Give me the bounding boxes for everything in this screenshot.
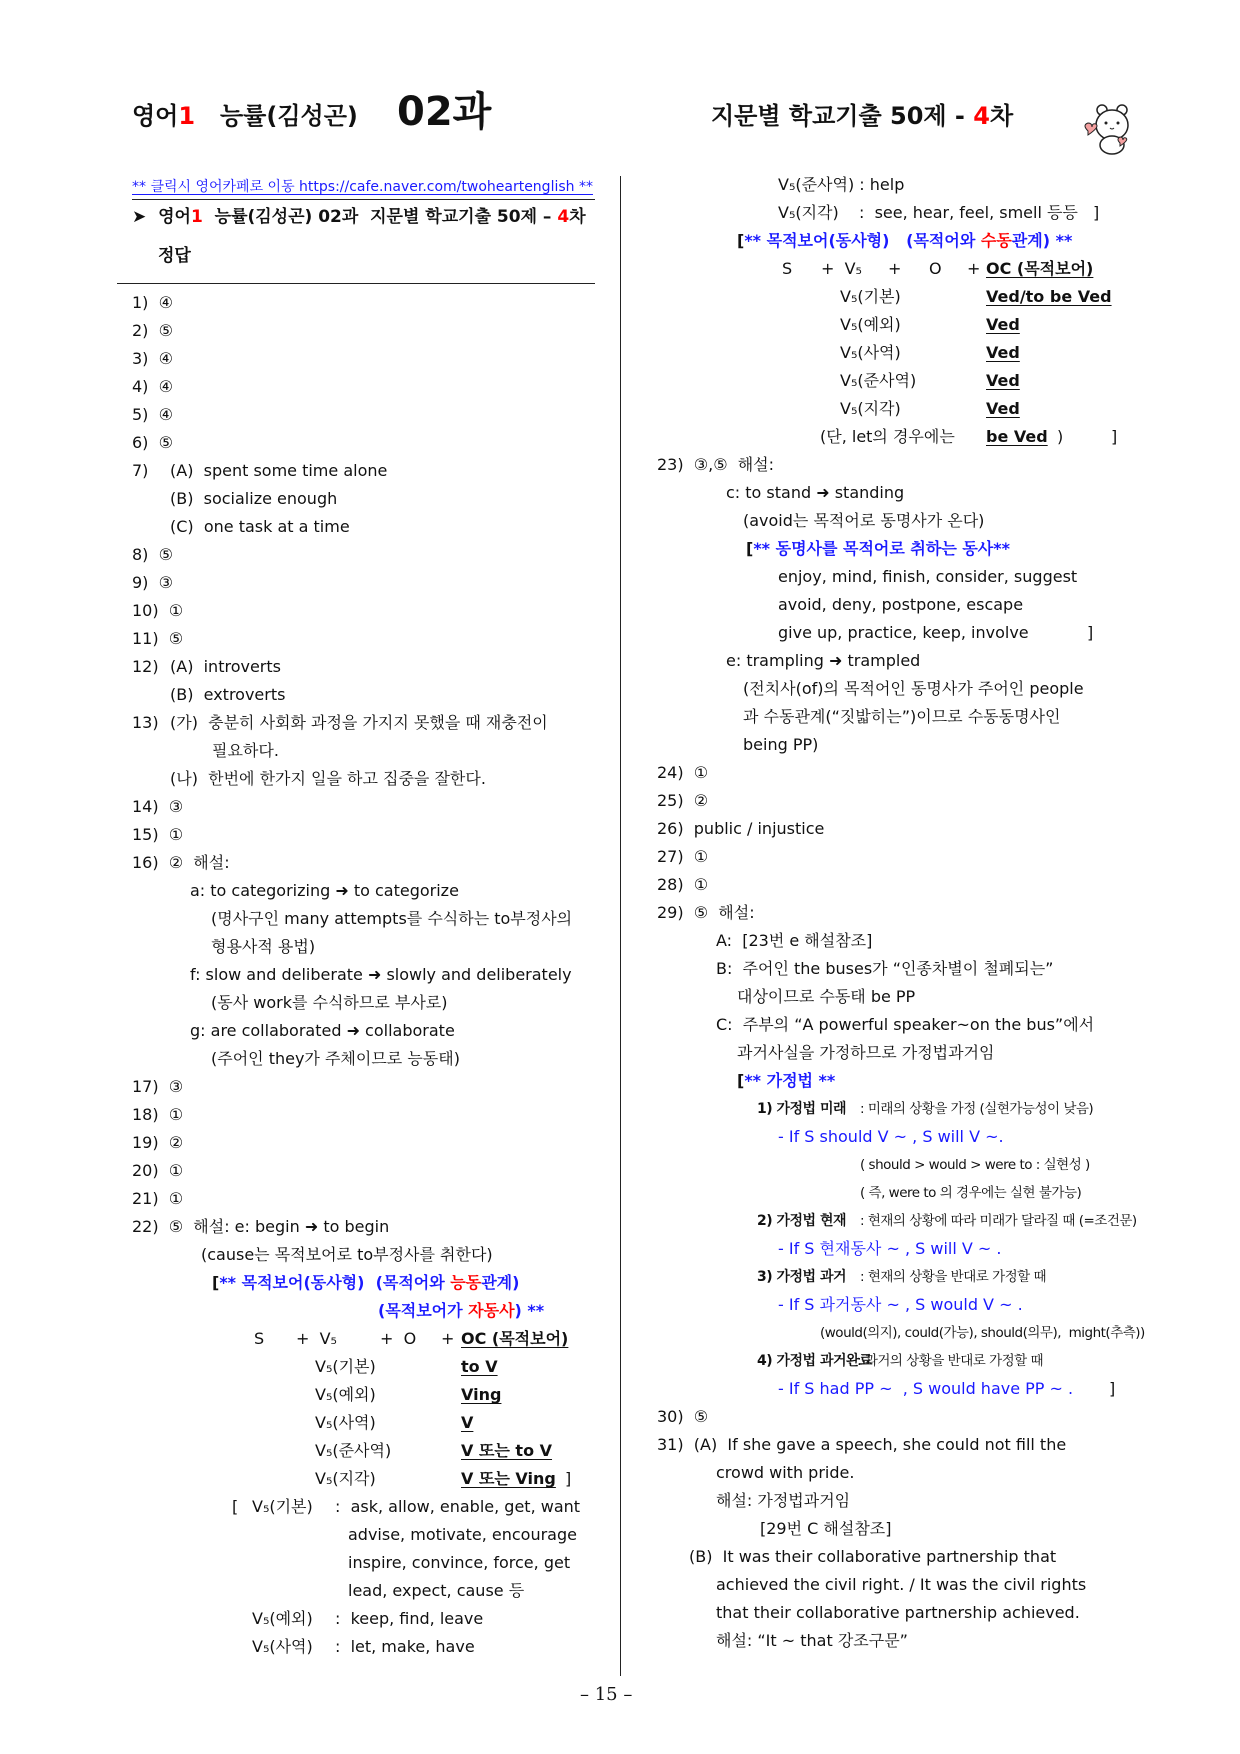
- subjunctive-note: (would(의지), could(가능), should(의무), might(추측)): [820, 1325, 1145, 1341]
- answer-text: 25) ②: [657, 791, 709, 810]
- explanation-line: [657, 1039, 1157, 1067]
- answer-text: 31) (A) If she gave a speech, she could not fill the: [657, 1435, 1067, 1454]
- subtitle-suffix: 차: [569, 207, 586, 227]
- complement-form: Ved/to be Ved: [986, 287, 1112, 306]
- section-divider: [117, 283, 595, 284]
- note-title: ** 목적보어(동사형) (목적어와: [744, 231, 981, 250]
- explanation-line: [657, 1487, 1157, 1515]
- grammar-note-heading: [657, 1067, 1157, 1095]
- formula-o: O: [929, 259, 942, 278]
- answer-text: 2) ⑤: [132, 321, 173, 340]
- verb-type: V₅(예외): [840, 315, 901, 334]
- answer-text: achieved the civil right. / It was the civil rights: [716, 1575, 1087, 1594]
- subjunctive-desc: : 현재의 상황을 반대로 가정할 때: [860, 1269, 1047, 1285]
- answer-text: 24) ①: [657, 763, 709, 782]
- answer-text: 6) ⑤: [132, 433, 173, 452]
- bracket-close: ]: [1109, 1379, 1116, 1398]
- answer-text: (B) extroverts: [170, 685, 286, 704]
- answer-24: [657, 759, 1157, 787]
- verb-list-row: [657, 199, 1157, 227]
- explanation-text: c: to stand ➜ standing: [726, 483, 905, 502]
- explanation-line: [657, 479, 1157, 507]
- answer-text: 15) ①: [132, 825, 184, 844]
- answer-16: [132, 849, 602, 877]
- grammar-note-heading: [132, 1297, 602, 1325]
- formula-row: [657, 423, 1157, 451]
- answer-8: [132, 541, 602, 569]
- verb-list: advise, motivate, encourage: [348, 1525, 577, 1544]
- answer-text: 9) ③: [132, 573, 173, 592]
- answer-6: [132, 429, 602, 457]
- formula-row: [657, 311, 1157, 339]
- explanation-text: e: trampling ➜ trampled: [726, 651, 921, 670]
- verb-type: V₅(지각): [315, 1469, 376, 1488]
- answer-11: [132, 625, 602, 653]
- header-lesson: 02과: [397, 89, 492, 135]
- formula-row: [657, 339, 1157, 367]
- explanation-text: B: 주어인 the buses가 “인종차별이 철폐되는”: [716, 959, 1054, 978]
- explanation-text: C: 주부의 “A powerful speaker~on the bus”에서: [716, 1015, 1095, 1034]
- answer-3: [132, 345, 602, 373]
- explanation-text: (cause는 목적보어로 to부정사를 취한다): [201, 1245, 493, 1264]
- subjunctive-row: [657, 1123, 1157, 1151]
- subjunctive-type: 4) 가정법 과거완료: [757, 1353, 873, 1369]
- bracket-open: [: [737, 1071, 745, 1090]
- answer-text: 4) ④: [132, 377, 173, 396]
- column-divider: [620, 176, 621, 1676]
- answer-text: 1) ④: [132, 293, 173, 312]
- explanation-line: [132, 961, 602, 989]
- note-title: (목적보어가: [378, 1301, 469, 1320]
- verb-type: V₅(사역): [252, 1637, 313, 1656]
- bracket-close: ]: [565, 1469, 572, 1488]
- answer-text: 10) ①: [132, 601, 184, 620]
- verb-type: V₅(예외): [315, 1385, 376, 1404]
- grammar-note-heading: [132, 1269, 602, 1297]
- subtitle-middle: 능률(김성곤) 02과 지문별 학교기출 50제 –: [214, 207, 558, 227]
- bracket-open: [: [232, 1497, 239, 1516]
- note-highlight: 수동: [980, 231, 1012, 250]
- subtitle-number: 1: [190, 207, 203, 227]
- note-highlight: 자동사: [468, 1301, 515, 1320]
- answer-9: [132, 569, 602, 597]
- answer-5: [132, 401, 602, 429]
- explanation-line: [132, 905, 602, 933]
- verb-list-row: [132, 1633, 602, 1661]
- answer-20: [132, 1157, 602, 1185]
- subjunctive-formula: - If S had PP ~ , S would have PP ~ .: [778, 1379, 1074, 1398]
- answer-text: (나) 한번에 한가지 일을 하고 집중을 잘한다.: [170, 769, 486, 788]
- note-stars: **: [521, 1301, 545, 1320]
- answer-text: 필요하다.: [212, 741, 279, 760]
- answer-text: 5) ④: [132, 405, 173, 424]
- explanation-line: [657, 507, 1157, 535]
- answer-13: [132, 709, 602, 737]
- formula-v5: + V₅: [821, 259, 862, 278]
- bracket-close: ]: [1087, 623, 1094, 642]
- answer-text: 11) ⑤: [132, 629, 184, 648]
- verb-type: V₅(지각): [778, 203, 839, 222]
- verb-type: V₅(준사역): [840, 371, 917, 390]
- subjunctive-type: 2) 가정법 현재: [757, 1213, 847, 1229]
- header-title: [711, 96, 1013, 131]
- formula-row: [132, 1353, 602, 1381]
- note-title: ** 동명사를 목적어로 취하는 동사**: [753, 539, 1010, 558]
- subjunctive-row: [657, 1207, 1157, 1235]
- explanation-line: [132, 1045, 602, 1073]
- answer-line: [132, 765, 602, 793]
- verb-list: : keep, find, leave: [335, 1609, 484, 1628]
- explanation-text: A: [23번 e 해설참조]: [716, 931, 873, 950]
- answer-line: [132, 681, 602, 709]
- exception-note: (단, let의 경우에는: [820, 427, 955, 446]
- formula-row: [657, 367, 1157, 395]
- explanation-text: (전치사(of)의 목적어인 동명사가 주어인 people: [743, 679, 1084, 698]
- answer-text: (B) socialize enough: [170, 489, 338, 508]
- explanation-line: [132, 989, 602, 1017]
- note-highlight: 능동: [450, 1273, 482, 1292]
- explanation-text: g: are collaborated ➜ collaborate: [190, 1021, 455, 1040]
- answer-line: [132, 485, 602, 513]
- subjunctive-row: [657, 1347, 1157, 1375]
- answer-text: 30) ⑤: [657, 1407, 709, 1426]
- explanation-text: 과거사실을 가정하므로 가정법과거임: [737, 1043, 995, 1062]
- answer-text: 19) ②: [132, 1133, 184, 1152]
- grammar-note-heading: [657, 227, 1157, 255]
- verb-list: avoid, deny, postpone, escape: [778, 595, 1024, 614]
- answer-31: [657, 1431, 1157, 1459]
- verb-list-row: [657, 591, 1157, 619]
- formula-oc: OC (목적보어): [461, 1329, 569, 1348]
- verb-list: inspire, convince, force, get: [348, 1553, 571, 1572]
- answer-22: [132, 1213, 602, 1241]
- grammar-note-heading: [657, 535, 1157, 563]
- explanation-line: [657, 731, 1157, 759]
- bracket-open: [: [746, 539, 754, 558]
- bracket-open: [: [737, 231, 745, 250]
- subjunctive-type: 3) 가정법 과거: [757, 1269, 847, 1285]
- answer-1: [132, 289, 602, 317]
- answer-text: 16) ② 해설:: [132, 853, 230, 872]
- title-suffix: 차: [989, 102, 1014, 130]
- verb-list: : ask, allow, enable, get, want: [335, 1497, 581, 1516]
- note-title-end: 관계) **: [1011, 231, 1073, 250]
- explanation-line: [657, 983, 1157, 1011]
- subjunctive-formula: - If S should V ~ , S will V ~.: [778, 1127, 1004, 1146]
- note-title-end: ): [514, 1301, 522, 1320]
- explanation-text: 형용사적 용법): [211, 937, 316, 956]
- formula-row: [132, 1465, 602, 1493]
- verb-list-row: [657, 563, 1157, 591]
- verb-list: : see, hear, feel, smell 등등: [859, 203, 1078, 222]
- answer-29: [657, 899, 1157, 927]
- subjunctive-row: [657, 1235, 1157, 1263]
- explanation-line: [657, 955, 1157, 983]
- formula-row: [132, 1381, 602, 1409]
- subjunctive-formula: - If S 현재동사 ~ , S will V ~ .: [778, 1239, 1002, 1258]
- subjunctive-row: [657, 1375, 1157, 1403]
- verb-type: V₅(기본): [315, 1357, 376, 1376]
- formula-row: [132, 1325, 602, 1353]
- verb-type: V₅(지각): [840, 399, 901, 418]
- explanation-line: [657, 927, 1157, 955]
- verb-list-row: [657, 619, 1157, 647]
- explanation-line: [132, 877, 602, 905]
- answer-text: 18) ①: [132, 1105, 184, 1124]
- complement-form: V: [461, 1413, 474, 1432]
- complement-form: Ved: [986, 315, 1020, 334]
- subtitle-prefix: 영어: [158, 207, 191, 227]
- complement-form: to V: [461, 1357, 498, 1376]
- answer-10: [132, 597, 602, 625]
- answer-text: (A) introverts: [170, 657, 281, 676]
- note-title: ** 목적보어(동사형) (목적어와: [219, 1273, 451, 1292]
- answer-25: [657, 787, 1157, 815]
- answer-17: [132, 1073, 602, 1101]
- subjunctive-row: [657, 1151, 1157, 1179]
- answer-text: 8) ⑤: [132, 545, 173, 564]
- complement-form: be Ved: [986, 427, 1048, 446]
- answer-30: [657, 1403, 1157, 1431]
- subjunctive-desc: : 과거의 상황을 반대로 가정할 때: [857, 1353, 1044, 1369]
- subjunctive-desc: : 미래의 상황을 가정 (실현가능성이 낮음): [860, 1101, 1094, 1117]
- verb-type: V₅(기본): [252, 1497, 313, 1516]
- formula-plus: +: [888, 259, 902, 278]
- subjunctive-row: [657, 1179, 1157, 1207]
- explanation-text: 해설: 가정법과거임: [716, 1491, 851, 1510]
- answer-23: [657, 451, 1157, 479]
- verb-list: : let, make, have: [335, 1637, 475, 1656]
- explanation-text: (주어인 they가 주체이므로 능동태): [211, 1049, 460, 1068]
- verb-list-row: [657, 171, 1157, 199]
- complement-form: V 또는 to V: [461, 1441, 553, 1460]
- answer-line: [657, 1599, 1157, 1627]
- subjunctive-desc: : 현재의 상황에 따라 미래가 달라질 때 (=조건문): [860, 1213, 1137, 1229]
- answer-line: [657, 1571, 1157, 1599]
- verb-list: lead, expect, cause 등: [348, 1581, 525, 1600]
- verb-type: V₅(사역): [315, 1413, 376, 1432]
- explanation-line: [657, 675, 1157, 703]
- title-number: 4: [973, 102, 990, 130]
- subject-number: 1: [178, 102, 196, 130]
- explanation-text: f: slow and deliberate ➜ slowly and deliberately: [190, 965, 572, 984]
- answer-line: [132, 513, 602, 541]
- formula-row: [657, 255, 1157, 283]
- right-column: [657, 171, 1157, 1655]
- answer-text: 22) ⑤ 해설: e: begin ➜ to begin: [132, 1217, 390, 1236]
- answer-26: [657, 815, 1157, 843]
- explanation-line: [132, 1017, 602, 1045]
- explanation-text: being PP): [743, 735, 819, 754]
- verb-type: V₅(준사역): [315, 1441, 392, 1460]
- formula-row: [657, 283, 1157, 311]
- formula-o: + O: [380, 1329, 417, 1348]
- link-divider: [132, 199, 595, 200]
- bear-with-heart-icon: [1070, 82, 1136, 161]
- answer-18: [132, 1101, 602, 1129]
- verb-list: enjoy, mind, finish, consider, suggest: [778, 567, 1078, 586]
- subjunctive-row: [657, 1263, 1157, 1291]
- subtitle: [132, 202, 586, 227]
- answer-line: [132, 737, 602, 765]
- answer-text: 20) ①: [132, 1161, 184, 1180]
- answer-4: [132, 373, 602, 401]
- subjunctive-note: ( should > would > were to : 실현성 ): [860, 1157, 1090, 1173]
- formula-s: S: [254, 1329, 265, 1348]
- answer-14: [132, 793, 602, 821]
- explanation-line: [657, 1627, 1157, 1655]
- answer-text: 26) public / injustice: [657, 819, 825, 838]
- verb-list-row: [132, 1493, 602, 1521]
- complement-form: Ved: [986, 399, 1020, 418]
- subjunctive-row: [657, 1319, 1157, 1347]
- explanation-line: [657, 647, 1157, 675]
- explanation-text: a: to categorizing ➜ to categorize: [190, 881, 459, 900]
- verb-list-row: [132, 1605, 602, 1633]
- formula-plus: +: [441, 1329, 455, 1348]
- answer-19: [132, 1129, 602, 1157]
- subjunctive-row: [657, 1095, 1157, 1123]
- answer-text: (A) spent some time alone: [170, 461, 388, 480]
- bracket-close: ]: [1093, 203, 1100, 222]
- answer-text: 17) ③: [132, 1077, 184, 1096]
- complement-form: Ved: [986, 343, 1020, 362]
- header-subject: [132, 96, 195, 131]
- answer-text: (가) 충분히 사회화 과정을 가지지 못했을 때 재충전이: [170, 713, 548, 732]
- answer-line: [657, 1459, 1157, 1487]
- left-column: [132, 289, 602, 1661]
- explanation-line: [132, 1241, 602, 1269]
- answer-text: 29) ⑤ 해설:: [657, 903, 755, 922]
- answer-text: that their collaborative partnership achieved.: [716, 1603, 1080, 1622]
- explanation-text: 대상이므로 수동태 be PP: [737, 987, 916, 1006]
- explanation-text: 과 수동관계(“짓밟히는”)이므로 수동동명사인: [743, 707, 1061, 726]
- answer-text: 14) ③: [132, 797, 184, 816]
- formula-row: [657, 395, 1157, 423]
- subtitle-number2: 4: [557, 207, 570, 227]
- arrow-icon: ➤: [132, 207, 147, 227]
- formula-s: S: [782, 259, 793, 278]
- subject-prefix: 영어: [132, 102, 179, 130]
- answer-text: 21) ①: [132, 1189, 184, 1208]
- answer-15: [132, 821, 602, 849]
- explanation-text: 해설: “It ~ that 강조구문”: [716, 1631, 908, 1650]
- formula-oc: OC (목적보어): [986, 259, 1094, 278]
- subjunctive-type: 1) 가정법 미래: [757, 1101, 847, 1117]
- answer-27: [657, 843, 1157, 871]
- subjunctive-formula: - If S 과거동사 ~ , S would V ~ .: [778, 1295, 1023, 1314]
- verb-type: V₅(기본): [840, 287, 901, 306]
- answer-21: [132, 1185, 602, 1213]
- explanation-line: [132, 933, 602, 961]
- formula-plus: +: [967, 259, 981, 278]
- complement-form: V 또는 Ving: [461, 1469, 556, 1488]
- title-prefix: 지문별 학교기출 50제 -: [711, 102, 974, 130]
- formula-row: [132, 1437, 602, 1465]
- bracket-close: ]: [1111, 427, 1118, 446]
- note-title-end: 관계): [481, 1273, 520, 1292]
- answer-text: (B) It was their collaborative partnership that: [689, 1547, 1057, 1566]
- subjunctive-note: ( 즉, were to 의 경우에는 실현 불가능): [860, 1185, 1082, 1201]
- explanation-text: (명사구인 many attempts를 수식하는 to부정사의: [211, 909, 573, 928]
- formula-row: [132, 1409, 602, 1437]
- answer-text: (C) one task at a time: [170, 517, 350, 536]
- subjunctive-row: [657, 1291, 1157, 1319]
- answer-line: [657, 1543, 1157, 1571]
- verb-list: V₅(준사역) : help: [778, 175, 905, 194]
- answer-heading: 정답: [158, 246, 191, 266]
- explanation-line: [657, 703, 1157, 731]
- answer-number: 12): [132, 657, 159, 676]
- paren-close: ): [1057, 427, 1064, 446]
- answer-text: 27) ①: [657, 847, 709, 866]
- answer-2: [132, 317, 602, 345]
- answer-28: [657, 871, 1157, 899]
- answer-text: crowd with pride.: [716, 1463, 855, 1482]
- explanation-text: (동사 work를 수식하므로 부사로): [211, 993, 448, 1012]
- header-publisher: 능률(김성곤): [220, 102, 358, 130]
- formula-v5: + V₅: [296, 1329, 337, 1348]
- answer-text: 3) ④: [132, 349, 173, 368]
- page-number: – 15 –: [580, 1684, 633, 1705]
- cafe-link[interactable]: ** 클릭시 영어카페로 이동 https://cafe.naver.com/twoheartenglish **: [132, 179, 593, 195]
- verb-type: V₅(예외): [252, 1609, 313, 1628]
- verb-list-row: [132, 1577, 602, 1605]
- answer-number: 13): [132, 713, 159, 732]
- note-title: ** 가정법 **: [744, 1071, 836, 1090]
- explanation-text: (avoid는 목적어로 동명사가 온다): [743, 511, 985, 530]
- answer-12: [132, 653, 602, 681]
- answer-number: 7): [132, 461, 149, 480]
- answer-text: 23) ③,⑤ 해설:: [657, 455, 775, 474]
- complement-form: Ving: [461, 1385, 502, 1404]
- explanation-text: [29번 C 해설참조]: [760, 1519, 892, 1538]
- answer-text: 28) ①: [657, 875, 709, 894]
- explanation-line: [657, 1011, 1157, 1039]
- verb-type: V₅(사역): [840, 343, 901, 362]
- verb-list: give up, practice, keep, involve: [778, 623, 1029, 642]
- bracket-open: [: [212, 1273, 220, 1292]
- answer-7: [132, 457, 602, 485]
- verb-list-row: [132, 1521, 602, 1549]
- verb-list-row: [132, 1549, 602, 1577]
- explanation-line: [657, 1515, 1157, 1543]
- complement-form: Ved: [986, 371, 1020, 390]
